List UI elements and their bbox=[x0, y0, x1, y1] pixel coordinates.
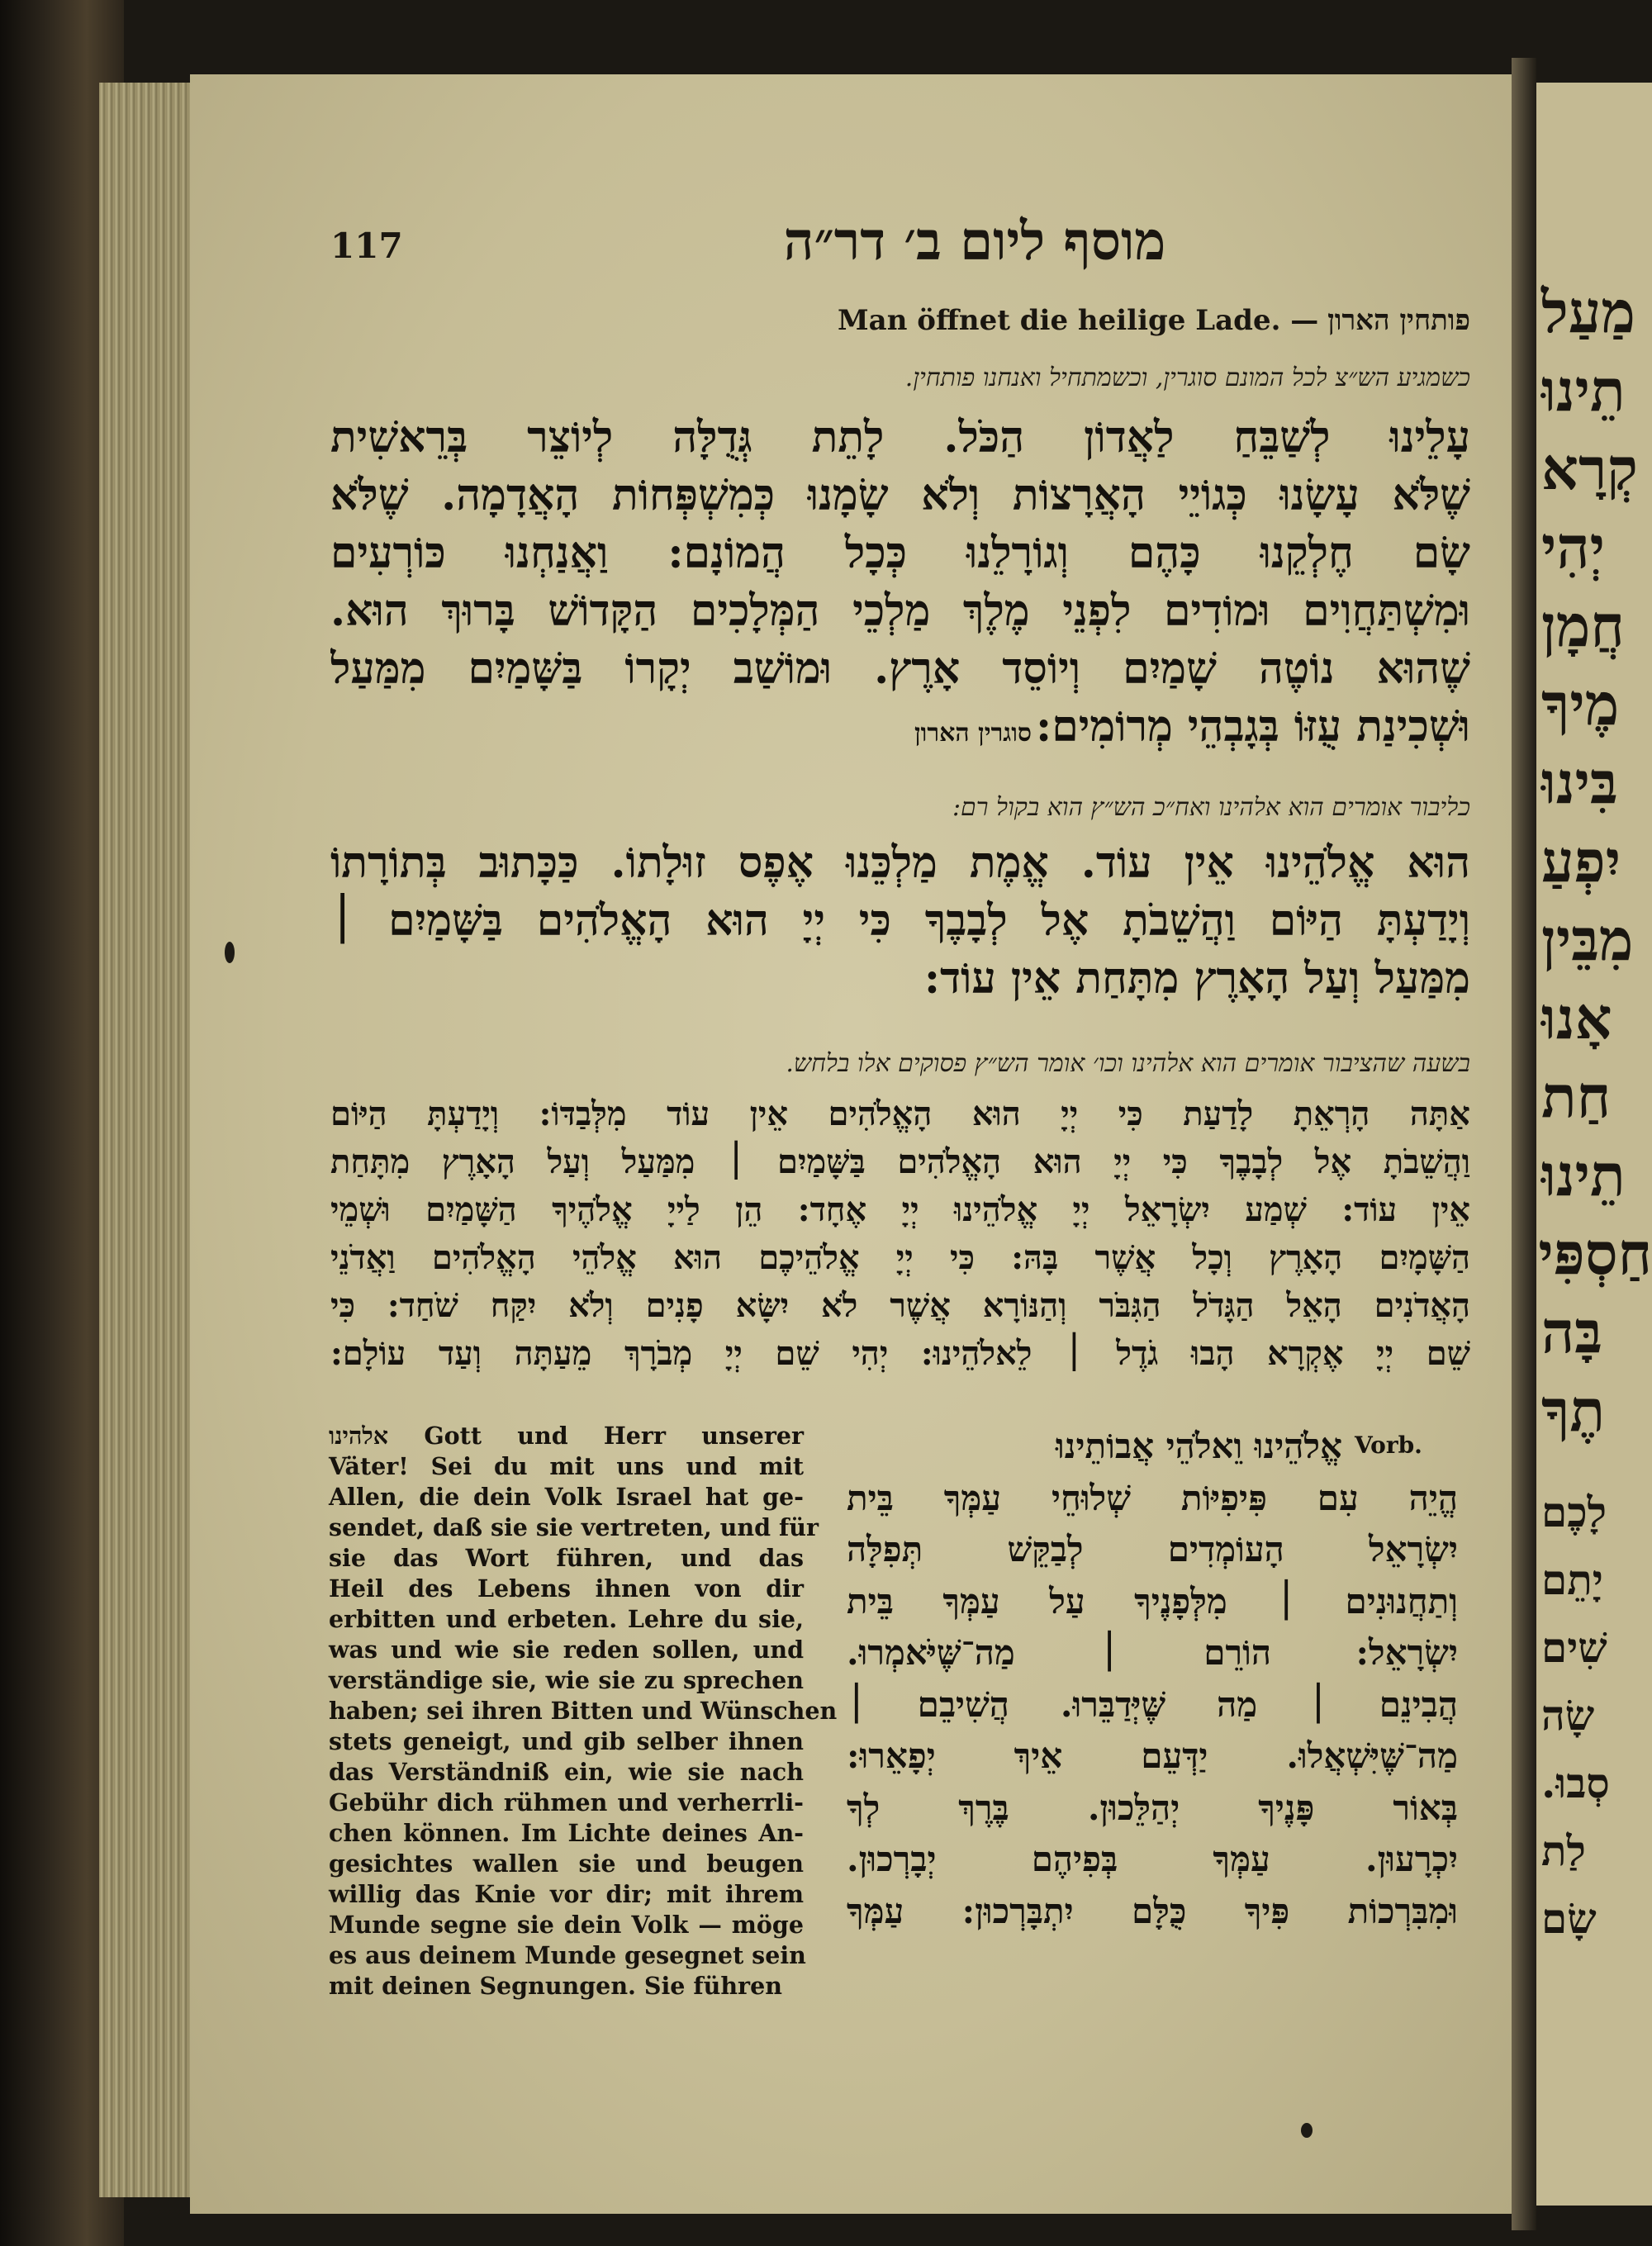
instruction-verses: בשעה שהציבור אומרים הוא אלהינו וכו׳ אומר הש״ץ פסוקים אלו בלחש. bbox=[786, 1049, 1470, 1078]
hebrew-line: יִשְׂרָאֵל הָעוֹמְדִים לְבַקֵּשׁ תְּפִלָּה bbox=[847, 1529, 1458, 1569]
german-line: Gebühr dich rühmen und verherrli- bbox=[329, 1788, 804, 1816]
right-page-line: יְהִי bbox=[1541, 513, 1605, 582]
german-line: Allen, die dein Volk Israel hat ge- bbox=[329, 1483, 804, 1511]
aleinu-line: וּמִשְׁתַּחֲוִים וּמוֹדִים לִפְנֵי מֶלֶךְ מַלְכֵי הַמְּלָכִים הַקָּדוֹשׁ בָּרוּךְ הוּא. bbox=[330, 586, 1470, 636]
close-ark-note: סוגרין הארון bbox=[914, 719, 1032, 748]
book-gutter bbox=[1512, 58, 1536, 2230]
hebrew-line: בְּאוֹר פָּנֶיךָ יְהַלֵּכוּן. בֶּרֶךְ לְךָ bbox=[847, 1787, 1458, 1828]
german-line: אלהינו Gott und Herr unserer bbox=[329, 1422, 804, 1450]
german-line: chen können. Im Lichte deines An- bbox=[329, 1819, 804, 1847]
right-page-line: תֶךָ bbox=[1541, 1376, 1606, 1445]
right-page-line: בָּה bbox=[1541, 1298, 1602, 1366]
ink-smudge bbox=[1301, 2123, 1313, 2138]
german-line: sie das Wort führen, und das bbox=[329, 1544, 804, 1572]
hu-eloheinu-line: הוּא אֱלֹהֵינוּ אֵין עוֹד. אֱמֶת מַלְכֵּנוּ אֶפֶס זוּלָתוֹ. כַּכָּתוּב בְּתוֹרָתוֹ bbox=[330, 838, 1470, 888]
verses-paragraph bbox=[330, 1090, 1470, 1378]
instruction-close-ark: כשמגיע הש״צ לכל המונם סוגרין, וכשמתחיל ואנחנו פותחין. bbox=[904, 363, 1470, 392]
right-page-line: אָנוּ bbox=[1541, 984, 1612, 1052]
hebrew-line: וּמִבִּרְכוֹת פִּיךָ כֻּלָּם יִתְבָּרְכוּן: עַמְּךָ bbox=[847, 1890, 1458, 1931]
german-line: sendet, daß sie sie vertreten, und für bbox=[329, 1513, 819, 1541]
verse-line: אֵין עוֹד: שְׁמַע יִשְׂרָאֵל יְיָ אֱלֹהֵינוּ יְיָ אֶחָד: הֵן לַייָ אֱלֹהֶיךָ הַשָּׁמַיִם וּשְׁמֵי bbox=[330, 1190, 1470, 1229]
verse-line: וַהֲשֵׁבֹתָ אֶל לְבָבֶךָ כִּי יְיָ הוּא הָאֱלֹהִים בַּשָּׁמַיִם ׀ מִמַּעַל וְעַל הָאָרֶץ מִתָּחַת bbox=[330, 1142, 1470, 1181]
page-number: 117 bbox=[330, 226, 403, 266]
aleinu-line: שֶׁלֹּא עָשָׂנוּ כְּגוֹיֵי הָאֲרָצוֹת וְלֹא שָׂמָנוּ כְּמִשְׁפְּחוֹת הָאֲדָמָה. שֶׁלֹּא bbox=[330, 470, 1470, 520]
right-page-top-text bbox=[1536, 273, 1652, 1450]
ink-smudge bbox=[225, 942, 235, 963]
verse-line: אַתָּה הָרְאֵתָ לָדַעַת כִּי יְיָ הוּא הָאֱלֹהִים אֵין עוֹד מִלְּבַדּוֹ: וְיָדַעְתָּ הַיּוֹם bbox=[330, 1095, 1470, 1133]
hebrew-line: אֱלֹהֵינוּ וֵאלֹהֵי אֲבוֹתֵינוּ bbox=[1056, 1426, 1342, 1466]
right-page-line: לָכֶם bbox=[1541, 1488, 1607, 1536]
right-page-line: שָׂה bbox=[1541, 1691, 1595, 1740]
verse-line: שֵׁם יְיָ אֶקְרָא הָבוּ גֹדֶל ׀ לֵאלֹהֵינוּ: יְהִי שֵׁם יְיָ מְבֹרָךְ מֵעַתָּה וְעַד עוֹלָם: bbox=[330, 1334, 1470, 1373]
hebrew-line: הֲבִינֵם ׀ מַה שֶּׁיְּדַבֵּרוּ. הֲשִׁיבֵם ׀ bbox=[847, 1683, 1458, 1725]
german-line: verständige sie, wie sie zu sprechen bbox=[329, 1666, 804, 1694]
german-line: stets geneigt, und gib selber ihnen bbox=[329, 1727, 804, 1755]
vorb-label: Vorb. bbox=[1355, 1432, 1422, 1459]
hu-eloheinu-line: מִמַּעַל וְעַל הָאָרֶץ מִתָּחַת אֵין עוֹד: bbox=[923, 953, 1470, 1004]
right-page-line: שִׁים bbox=[1541, 1623, 1607, 1672]
german-line: Väter! Sei du mit uns und mit bbox=[329, 1452, 804, 1480]
aleinu-line: שָׂם חֶלְקֵנוּ כָּהֶם וְגוֹרָלֵנוּ כְּכָל הֲמוֹנָם: וַאֲנַחְנוּ כּוֹרְעִים bbox=[330, 528, 1470, 578]
german-line: willig das Knie vor dir; mit ihrem bbox=[329, 1880, 804, 1908]
german-line: das Verständniß ein, wie sie nach bbox=[329, 1758, 804, 1786]
verse-line: הַשָּׁמָיִם הָאָרֶץ וְכָל אֲשֶׁר בָּהּ: כִּי יְיָ אֱלֹהֵיכֶם הוּא אֱלֹהֵי הָאֱלֹהִים וַאֲדֹנֵי bbox=[330, 1238, 1470, 1277]
german-line: haben; sei ihren Bitten und Wünschen bbox=[329, 1697, 838, 1725]
hu-eloheinu-paragraph bbox=[330, 834, 1470, 1008]
right-page-line: חַסְפִּי bbox=[1538, 1219, 1652, 1288]
german-translation-column bbox=[329, 1421, 838, 2001]
right-page-partial bbox=[1536, 83, 1652, 2206]
hebrew-line: יִשְׂרָאֵל: הוֹרֵם ׀ מַה־שֶּׁיֹּאמְרוּ. bbox=[847, 1632, 1458, 1673]
right-page-line: יִפְעַ bbox=[1541, 827, 1621, 895]
right-page-line: תֵינוּ bbox=[1541, 1141, 1626, 1209]
ark-opening-german: Man öffnet die heilige Lade. — bbox=[838, 304, 1319, 337]
aleinu-line: עָלֵינוּ לְשַׁבֵּחַ לַאֲדוֹן הַכֹּל. לָתֵת גְּדֻלָּה לְיוֹצֵר בְּרֵאשִׁית bbox=[330, 412, 1470, 463]
ark-opening-line bbox=[413, 304, 1470, 337]
aleinu-paragraph bbox=[330, 409, 1470, 756]
right-page-line: לַת bbox=[1541, 1826, 1586, 1875]
german-line: mit deinen Segnungen. Sie führen bbox=[329, 1972, 782, 2000]
ark-opening-hebrew: פותחין הארון bbox=[1327, 304, 1470, 337]
hebrew-line: הֱיֵה עִם פִּיפִיּוֹת שְׁלוּחֵי עַמְּךָ בֵּית bbox=[847, 1477, 1458, 1518]
right-page-line: תֵינוּ bbox=[1541, 356, 1626, 425]
right-page-line: בִּינוּ bbox=[1541, 748, 1618, 817]
page-title: מוסף ליום ב׳ דר״ה bbox=[783, 211, 1166, 273]
right-page-line: סְבוּ. bbox=[1541, 1759, 1610, 1807]
page-edges bbox=[99, 83, 198, 2197]
hu-eloheinu-line: וְיָדַעְתָּ הַיּוֹם וַהֲשֵׁבֹתָ אֶל לְבָבֶךָ כִּי יְיָ הוּא הָאֱלֹהִים בַּשָּׁמַיִם ׀ bbox=[330, 895, 1470, 946]
right-page-line: מֶיךָ bbox=[1541, 670, 1620, 738]
hebrew-line: מַה־שֶּׁיִּשְׁאֲלוּ. יַדְּעֵם אֵיךְ יְפָאֵרוּ: bbox=[847, 1736, 1458, 1776]
german-line: was und wie sie reden sollen, und bbox=[329, 1636, 804, 1664]
right-page-line: מִבֵּין bbox=[1541, 905, 1634, 974]
german-line: es aus deinem Munde gesegnet sein bbox=[329, 1941, 806, 1969]
verse-line: הָאֲדֹנִים הָאֵל הַגָּדֹל הַגִּבֹּר וְהַנּוֹרָא אֲשֶׁר לֹא יִשָּׂא פָנִים וְלֹא יִקַּח שֹׁחַד: כִּי bbox=[330, 1286, 1470, 1325]
german-line: Munde segne sie dein Volk — möge bbox=[329, 1911, 804, 1939]
right-page-line: קְרָא bbox=[1541, 434, 1638, 503]
aleinu-line: שֶׁהוּא נוֹטֶה שָׁמַיִם וְיוֹסֵד אָרֶץ. וּמוֹשַׁב יְקָרוֹ בַּשָּׁמַיִם מִמַּעַל bbox=[330, 643, 1470, 694]
instruction-hu-eloheinu: כליבור אומרים הוא אלהינו ואח״כ הש״ץ הוא בקול רם: bbox=[952, 793, 1470, 822]
right-page-line: מַעַל bbox=[1541, 278, 1635, 346]
right-page-line: יָתֵם bbox=[1541, 1555, 1603, 1604]
right-page-line: חַת bbox=[1541, 1062, 1612, 1131]
right-page-line: שָׂם bbox=[1541, 1894, 1597, 1943]
right-page-line: חֲמָן bbox=[1541, 591, 1625, 660]
aleinu-last-line bbox=[330, 698, 1470, 756]
hebrew-line: יִכְרָעוּן. עַמְּךָ בְּפִיהֶם יְבָרְכוּן. bbox=[847, 1839, 1458, 1879]
aleinu-line: וּשְׁכִינַת עֻזּוֹ בְּגָבְהֵי מְרוֹמִים: bbox=[1036, 701, 1470, 752]
hebrew-line: וְתַחֲנוּנִים ׀ מִלְּפָנֶיךָ עַל עַמְּךָ בֵּית bbox=[847, 1580, 1458, 1622]
german-line: erbitten und erbeten. Lehre du sie, bbox=[329, 1605, 804, 1633]
german-line: Heil des Lebens ihnen von dir bbox=[329, 1574, 804, 1603]
page-header bbox=[330, 211, 1470, 293]
right-page-bottom-text bbox=[1536, 1479, 1652, 1953]
hebrew-prayer-column bbox=[847, 1421, 1458, 1937]
german-line: gesichtes wallen sie und beugen bbox=[329, 1850, 804, 1878]
